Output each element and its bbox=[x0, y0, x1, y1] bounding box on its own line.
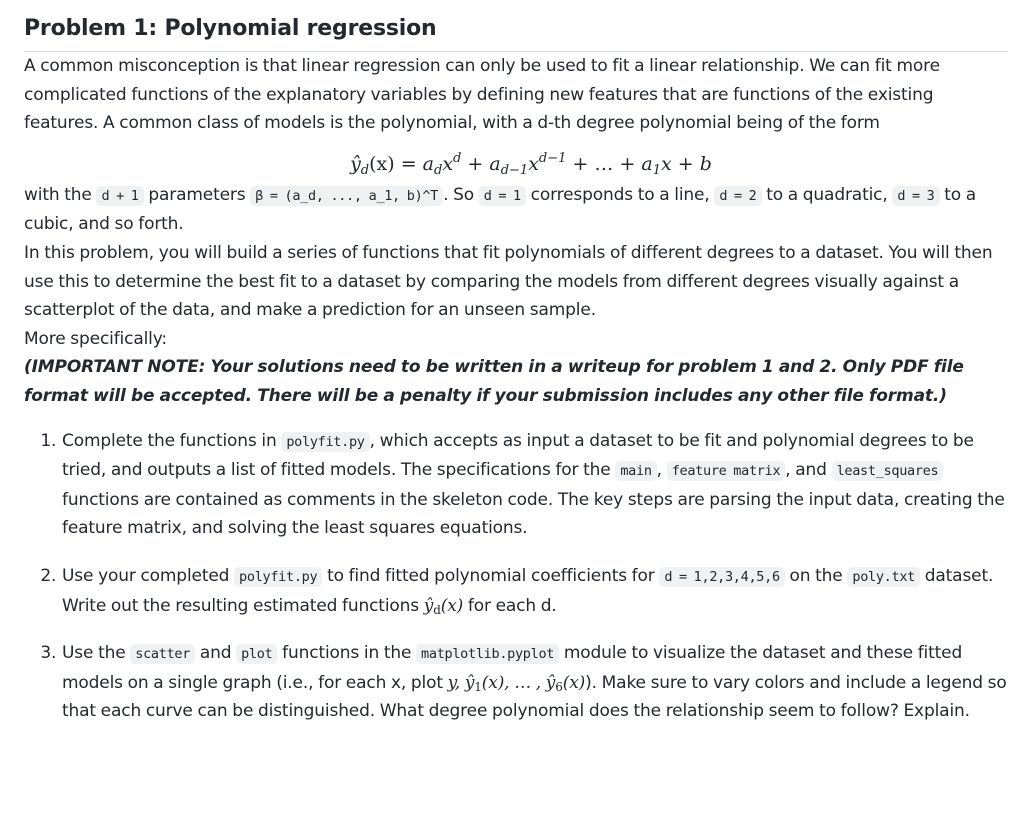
list-item: 3. Use the scatter and plot functions in the matplotlib.pyplot module to visualize the dataset and these fitted models on a single graph (i.e., for each x, plot y, $ŷ_1(x)$, … , $ŷ_6(x)$). Make sure to vary colors and include a legend so that each curve can be distinguished. What degree polynomial does the relationship seem to follow? Explain. bbox=[61, 639, 1008, 726]
inline-code: β = (a_d, ..., a_1, b)^T bbox=[250, 186, 443, 206]
list-item: 1. Complete the functions in polyfit.py , which accepts as input a dataset to be fit and polynomial degrees to be tried, and outputs a list of fitted models. The specifications for the main , feature matrix , and least_squares functions are contained as comments in the skeleton code. The key steps are parsing the input data, creating the feature matrix, and solving the least squares equations. bbox=[61, 427, 1008, 543]
inline-code: polyfit.py bbox=[234, 567, 322, 587]
inline-code: poly.txt bbox=[847, 567, 920, 587]
problem-description: In this problem, you will build a series of functions that fit polynomials of different degrees to a dataset. You will then use this to determine the best fit to a dataset by comparing the models from different degrees visually against a scatterplot of the data, and make a prediction for an unseen sample. bbox=[24, 242, 993, 321]
inline-code: d = 2 bbox=[714, 186, 761, 206]
inline-code: d = 1,2,3,4,5,6 bbox=[659, 567, 784, 587]
inline-code: main bbox=[615, 461, 656, 481]
more-specifically-label: More specifically: bbox=[24, 328, 167, 349]
inline-code: polyfit.py bbox=[281, 432, 369, 452]
polynomial-equation: $ŷ_d(x) = a_dx^d + a_{d-1}x^{d-1}$ + … + $a_1x + b$ bbox=[350, 150, 712, 178]
problem-section bbox=[24, 0, 1008, 726]
intro-paragraph: A common misconception is that linear regression can only be used to fit a linear relationship. We can fit more complicated functions of the explanatory variables by defining new features that are functions of the existing features. A common class of models is the polynomial, with a d-th degree polynomial being of the form bbox=[24, 56, 940, 134]
inline-code: d = 3 bbox=[892, 186, 939, 206]
inline-code: least_squares bbox=[832, 461, 944, 481]
inline-code: feature matrix bbox=[667, 461, 786, 481]
inline-code: d + 1 bbox=[96, 186, 143, 206]
task-list bbox=[24, 427, 1008, 726]
inline-code: scatter bbox=[130, 644, 195, 664]
inline-code: plot bbox=[236, 644, 277, 664]
parameters-paragraph: with the d + 1 parameters β = (a_d, ..., a_1, b)^T . So d = 1 corresponds to a line, d = 2 to a quadratic, d = 3 to a cubic, and so forth. bbox=[24, 184, 977, 235]
inline-math: y, $ŷ_1(x)$, … , $ŷ_6(x)$ bbox=[447, 672, 586, 694]
inline-code: matplotlib.pyplot bbox=[416, 644, 559, 664]
problem-title: Problem 1: Polynomial regression bbox=[24, 16, 437, 41]
inline-code: d = 1 bbox=[479, 186, 526, 206]
inline-math: $ŷ_d(x)$ bbox=[423, 595, 464, 617]
list-item: 2. Use your completed polyfit.py to find fitted polynomial coefficients for d = 1,2,3,4,5,6 on the poly.txt dataset. Write out the resulting estimated functions $ŷ_d(x)$ for each d. bbox=[61, 562, 1008, 620]
important-note: (IMPORTANT NOTE: Your solutions need to be written in a writeup for problem 1 and 2. Only PDF file format will be accepted. There will be a penalty if your submission includes any other file format.) bbox=[24, 357, 964, 406]
